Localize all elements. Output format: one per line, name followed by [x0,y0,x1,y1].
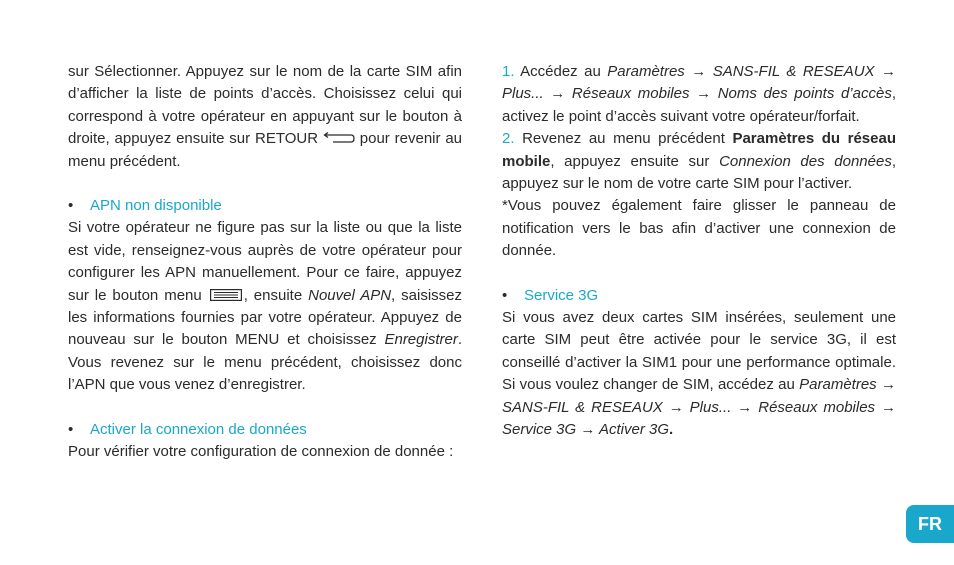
step-2: 2. Revenez au menu précédent Paramètres du réseau mobile, appuyez ensuite sur Connexion des données, appuyez sur le nom de votre carte SIM pour l’activer. [502,130,897,193]
note-notification-panel: *Vous pouvez également faire glisser le panneau de notification vers le bas afin d’activer une connexion de donnée. [502,197,896,260]
back-arrow-icon [323,129,355,141]
step-1: 1. Accédez au Paramètres → SANS-FIL & RESEAUX → Plus... → Réseaux mobiles → Noms des points d’accès, activez le point d’accès suivant votre opérateur/forfait. [502,63,896,125]
paragraph-apn: Si votre opérateur ne figure pas sur la liste ou que la liste est vide, renseignez-vous auprès de votre opérateur pour configurer les APN manuellement. Pour ce faire, appuyez sur le bouton menu , ensuite Nouvel APN, saisissez les informations fournies par votre opérateur. Appuyez de nouveau sur le bouton MENU et choisissez Enregistrer. Vous revenez sur le menu précédent, choisissez donc l’APN que vous venez d’enregistrer. [68,219,463,394]
bullet-service-3g: • Service 3G [502,286,599,304]
menu-icon [210,286,242,298]
language-badge: FR [906,505,954,543]
bullet-activate-data: • Activer la connexion de données [68,420,307,438]
left-column [68,61,462,464]
bullet-apn-unavailable: • APN non disponible [68,197,222,215]
paragraph-select-sim: sur Sélectionner. Appuyez sur le nom de la carte SIM afin d’afficher la liste de points d’accès. Choisissez celui qui correspond à votre opérateur en appuyant sur le bouton à droite, appuyez ensuite sur RETOUR pour revenir au menu précédent. [68,63,463,170]
paragraph-verify-config: Pour vérifier votre configuration de connexion de donnée : [68,443,454,461]
paragraph-3g: Si vous avez deux cartes SIM insérées, seulement une carte SIM peut être activée pour le service 3G, il est conseillé d’activer la SIM1 pour une performance optimale. Si vous voulez changer de SIM, accédez au Paramètres → SANS-FIL & RESEAUX → Plus... → Réseaux mobiles → Service 3G → Activer 3G. [502,309,896,439]
right-column [502,61,896,442]
